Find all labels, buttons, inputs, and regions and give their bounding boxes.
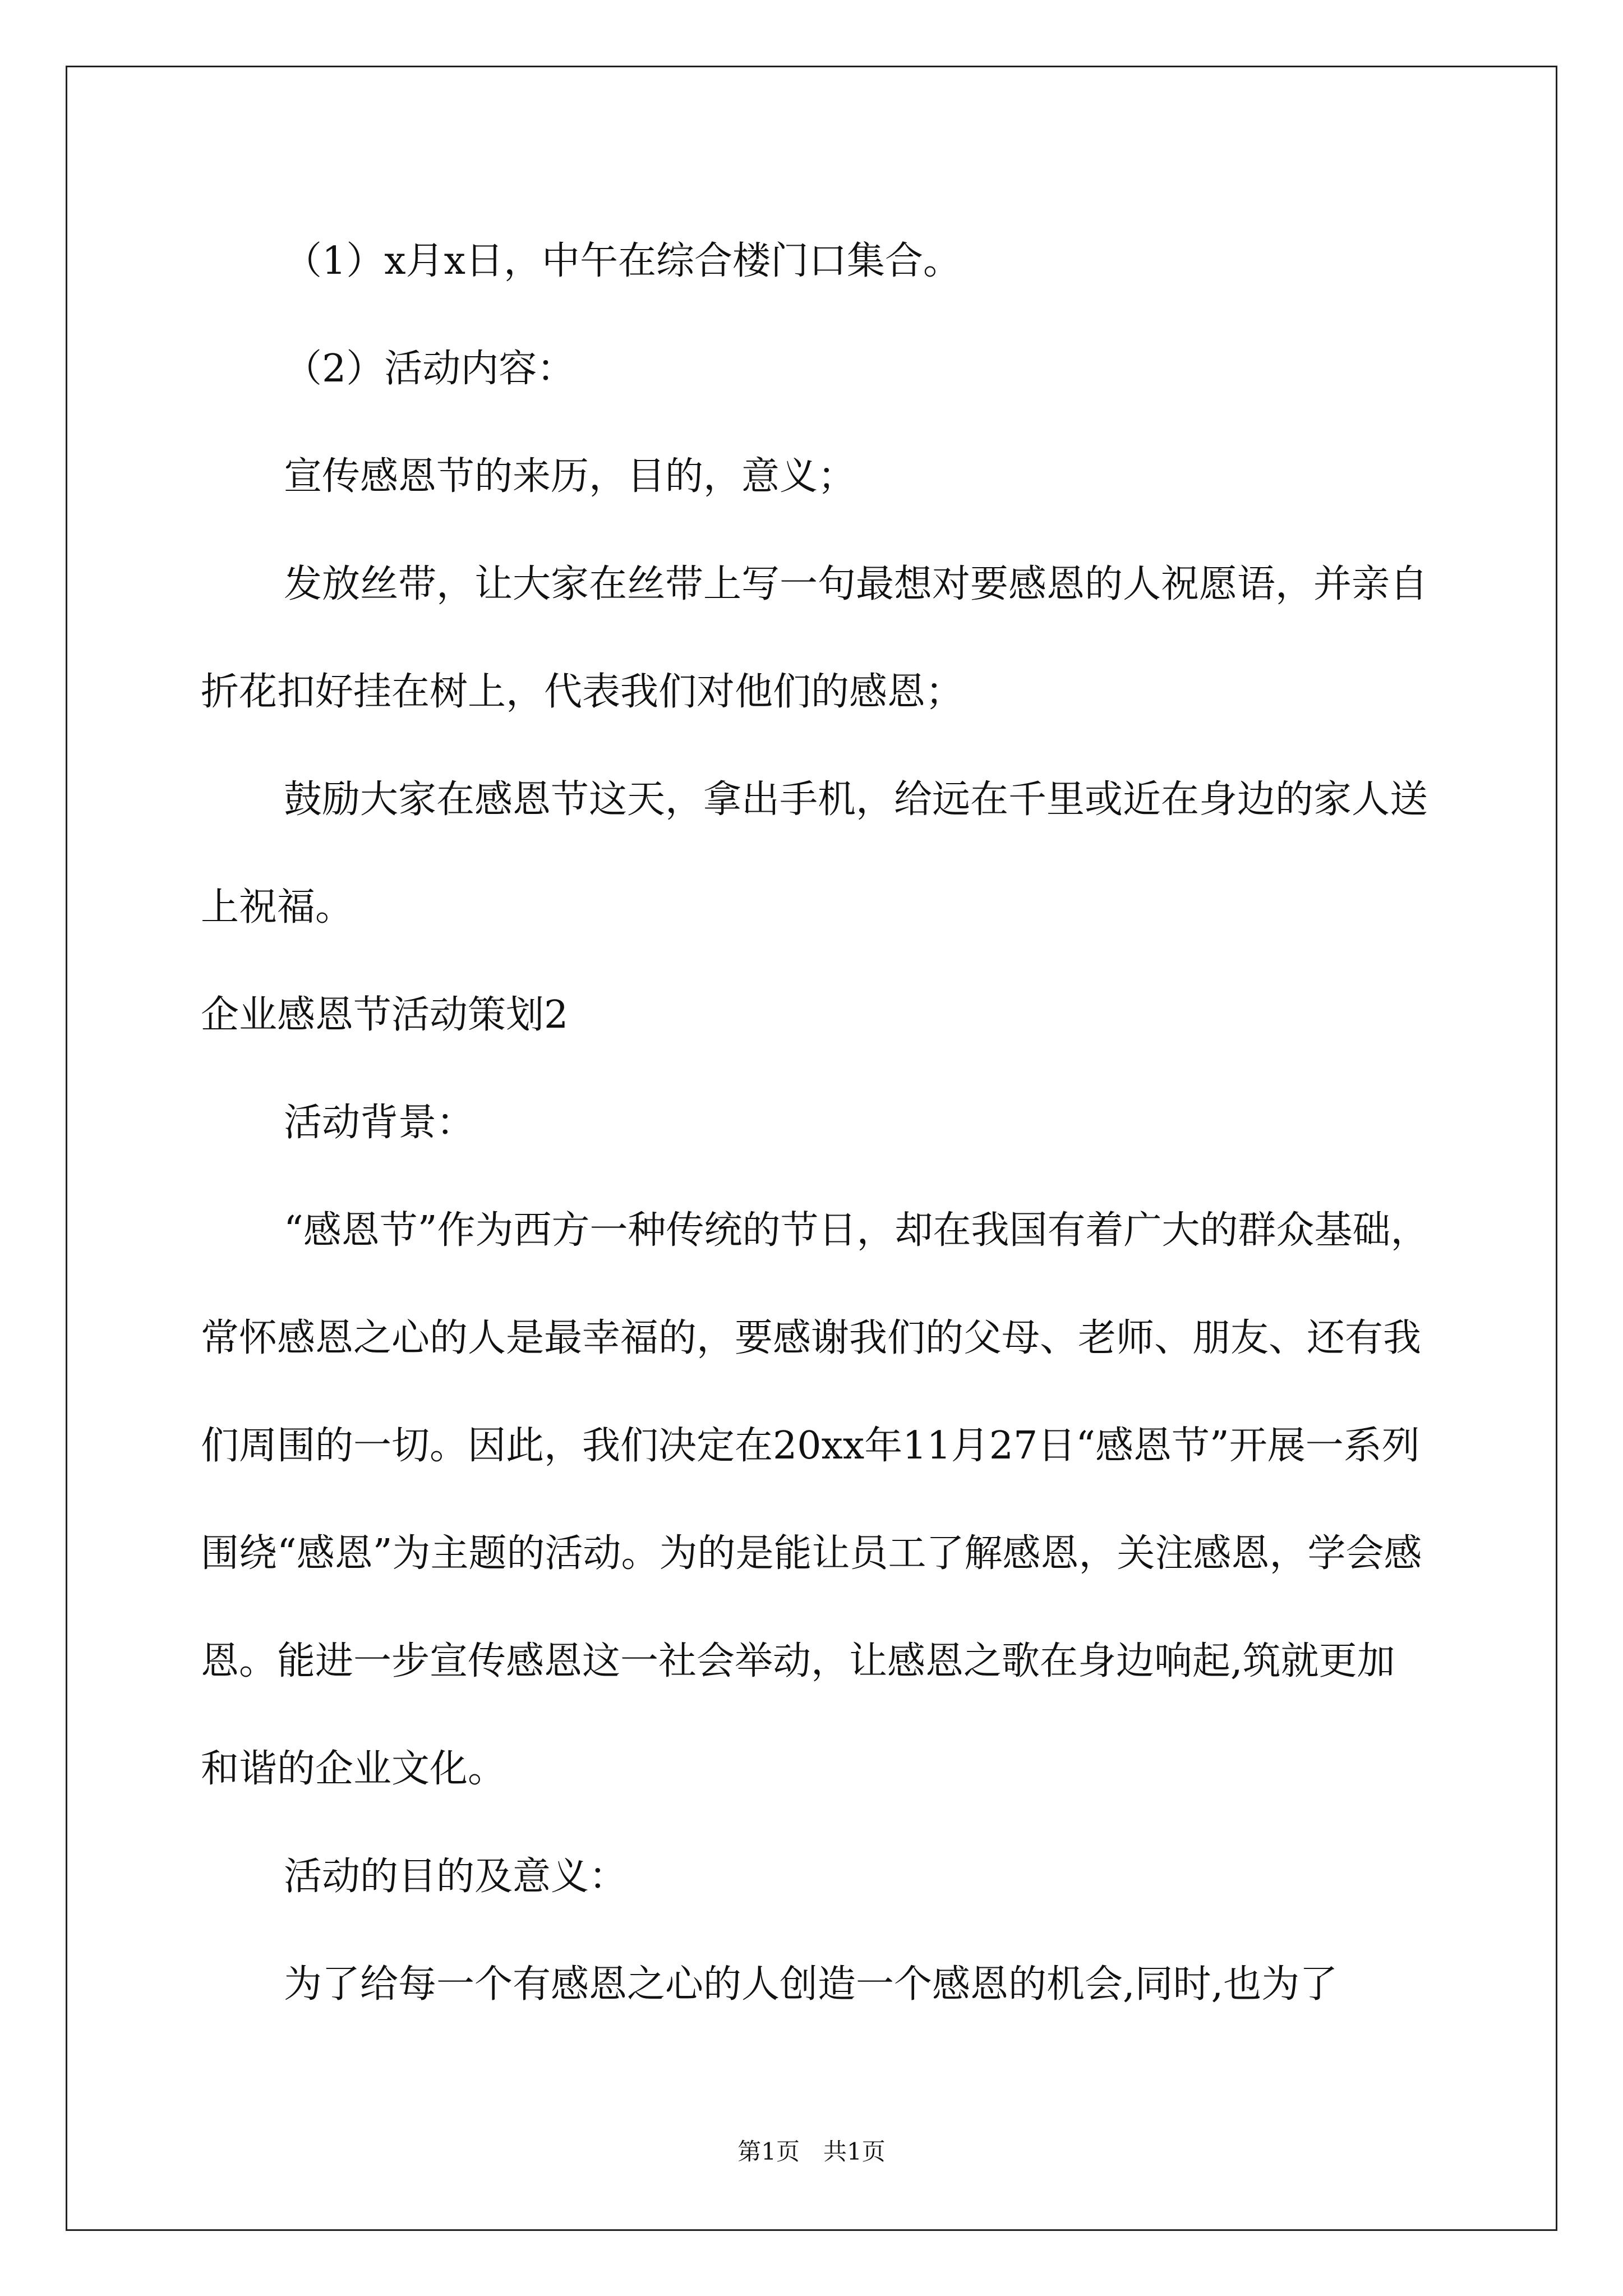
paragraph-7: “感恩节”作为西方一种传统的节日，却在我国有着广大的群众基础，常怀感恩之心的人是最幸福的，要感谢我们的父母、老师、朋友、还有我们周围的一切。因此，我们决定在20xx年11月27日“感恩节”开展一系列围绕“感恩”为主题的活动。为的是能让员工了解感恩，关注感恩，学会感恩。能进一步宣传感恩这一社会举动，让感恩之歌在身边响起,筑就更加和谐的企业文化。	[201, 1208, 1429, 1791]
paragraph-5: 鼓励大家在感恩节这天，拿出手机，给远在千里或近在身边的家人送上祝福。	[201, 777, 1428, 930]
paragraph-9: 为了给每一个有感恩之心的人创造一个感恩的机会,同时,也为了	[284, 1962, 1338, 2007]
paragraph-3: 宣传感恩节的来历，目的，意义；	[284, 454, 856, 499]
section-heading: 企业感恩节活动策划2	[201, 993, 569, 1037]
paragraph-2: （2）活动内容：	[284, 347, 575, 391]
page-footer: 第1页 共1页	[737, 2138, 886, 2165]
paragraph-1: （1）x月x日，中午在综合楼门口集合。	[284, 239, 961, 283]
paragraph-4: 发放丝带，让大家在丝带上写一句最想对要感恩的人祝愿语，并亲自折花扣好挂在树上，代表我们对他们的感恩；	[201, 562, 1428, 714]
document-body	[201, 208, 1430, 2039]
paragraph-8: 活动的目的及意义：	[284, 1855, 628, 1899]
paragraph-6: 活动背景：	[284, 1101, 475, 1145]
